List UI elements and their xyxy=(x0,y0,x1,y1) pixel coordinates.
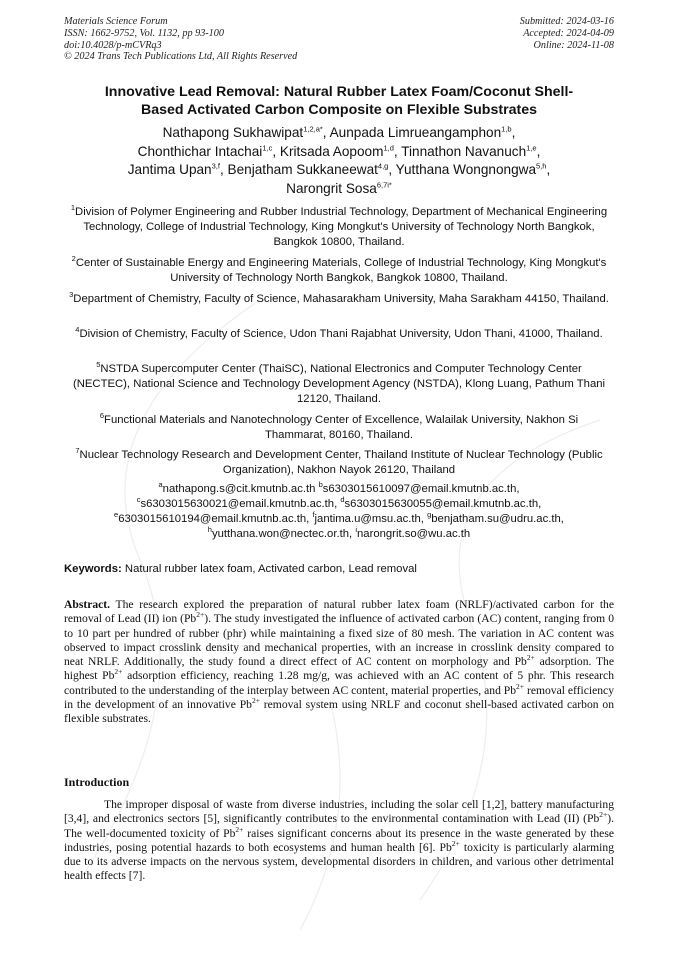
keywords-label: Keywords: xyxy=(64,563,122,575)
author-name: Aunpada Limrueangamphon xyxy=(329,125,502,140)
email-link[interactable]: s6303015630055@email.kmutnb.ac.th, xyxy=(344,498,542,510)
author-affil-sup: 1,d xyxy=(383,143,394,153)
submitted-date: Submitted: 2024-03-16 xyxy=(519,16,614,27)
author-name: Jantima Upan xyxy=(127,162,212,178)
title-line: Innovative Lead Removal: Natural Rubber Latex Foam/Coconut Shell- xyxy=(104,84,574,100)
affiliation-6: $^6$Functional Materials and Nanotechnology Center of Excellence, Walailak University, Nakhon Si Thammarat, 80160, Thailand. xyxy=(99,411,579,441)
journal-header-right xyxy=(520,16,614,51)
email-link[interactable]: s6303015630021@email.kmutnb.ac.th, xyxy=(140,498,338,510)
email-link[interactable]: s6303015610097@email.kmutnb.ac.th, xyxy=(322,483,520,495)
author-line: Jantima Upan$^{3,f}$, Benjatham Sukkaneewat$^{4,g}$, Yutthana Wongnongwa$^{5,h}$, xyxy=(127,161,551,178)
keywords-line xyxy=(64,562,616,576)
affiliation-1: $^1$Division of Polymer Engineering and Rubber Industrial Technology, Department of Mechanical Engineering Technology, College of Industrial Technology, King Mongkut's University of Technology North Bangkok, Bangkok 10800, Thailand. xyxy=(70,203,608,248)
email-line: $^h$yutthana.won@nectec.or.th, $^i$narongrit.so@wu.ac.th xyxy=(207,525,471,540)
journal-header-left xyxy=(64,16,297,63)
doi-line: doi:10.4028/p-mCVRq3 xyxy=(64,39,162,51)
author-affil-sup: 6,7i* xyxy=(376,180,392,190)
accepted-date: Accepted: 2024-04-09 xyxy=(523,27,614,39)
title-line: Based Activated Carbon Composite on Flexible Substrates xyxy=(140,102,538,118)
author-name: Nathapong Sukhawipat xyxy=(162,125,304,140)
email-link[interactable]: benjatham.su@udru.ac.th, xyxy=(431,513,564,525)
author-line: Chonthichar Intachai$^{1,c}$, Kritsada Aopoom$^{1,d}$, Tinnathon Navanuch$^{1,e}$, xyxy=(137,143,541,159)
author-name: Narongrit Sosa xyxy=(286,180,377,196)
email-line: $^e$6303015610194@email.kmutnb.ac.th, $^f$jantima.u@msu.ac.th, $^g$benjatham.su@udru.ac.th, xyxy=(114,510,564,525)
affiliation-7: $^7$Nuclear Technology Research and Development Center, Thailand Institute of Nuclear Technology (Public Organization), Nakhon Nayok 26120, Thailand xyxy=(75,446,603,476)
author-name: Tinnathon Navanuch xyxy=(401,143,527,159)
author-affil-sup: 5,h xyxy=(536,161,547,171)
author-affil-sup: 1,c xyxy=(262,143,273,153)
author-name: Benjatham Sukkaneewat xyxy=(227,162,378,178)
online-date: Online: 2024-11-08 xyxy=(533,39,614,51)
author-name: Kritsada Aopoom xyxy=(279,143,384,159)
author-line xyxy=(60,180,618,199)
affiliation-2: $^2$Center of Sustainable Energy and Engineering Materials, College of Industrial Technology, King Mongkut's University of Technology North Bangkok, Bangkok 10800, Thailand. xyxy=(71,254,607,284)
email-link[interactable]: yutthana.won@nectec.or.th, xyxy=(211,528,353,540)
introduction-heading: Introduction xyxy=(64,775,130,789)
email-list xyxy=(68,482,610,542)
email-link[interactable]: jantima.u@msu.ac.th, xyxy=(314,513,424,525)
author-name: Chonthichar Intachai xyxy=(137,143,263,159)
author-affil-sup: 3,f xyxy=(211,161,220,171)
author-affil-sup: 1,2,a* xyxy=(303,124,323,134)
email-line: $^c$s6303015630021@email.kmutnb.ac.th, $^d$s6303015630055@email.kmutnb.ac.th, xyxy=(136,495,542,510)
author-affil-sup: 4,g xyxy=(377,161,389,171)
introduction-paragraph: The improper disposal of waste from diverse industries, including the solar cell [1,2], battery manufacturing [3,4], and electronics sectors [5], significantly contributes to the environmental contamination with Lead (II) $(Pb^{2+})$. The well-documented toxicity of $Pb^{2+}$ raises significant concerns about its presence in the waste generated by these industries, posing potential hazards to both ecosystems and human health [6]. $Pb^{2+}$ toxicity is particularly alarming due to its adverse impacts on the nervous system, developmental disorders in children, and various other detrimental health effects [7]. xyxy=(64,798,614,883)
abstract-label: Abstract. xyxy=(64,598,111,611)
email-link[interactable]: 6303015610194@email.kmutnb.ac.th, xyxy=(118,513,310,525)
affiliation-5: $^5$NSTDA Supercomputer Center (ThaiSC), National Electronics and Computer Technology Center (NECTEC), National Science and Technology Development Agency (NSTDA), Klong Luang, Pathum Thani 12120, Thailand. xyxy=(72,360,606,405)
author-name: Yutthana Wongnongwa xyxy=(395,162,537,178)
email-link[interactable]: nathapong.s@cit.kmutnb.ac.th xyxy=(162,483,316,495)
paper-title xyxy=(60,83,618,119)
author-line: Nathapong Sukhawipat$^{1,2,a*}$, Aunpada Limrueangamphon$^{1,b}$, xyxy=(162,124,516,140)
issn-line: ISSN: 1662-9752, Vol. 1132, pp 93-100 xyxy=(64,27,224,39)
email-link[interactable]: narongrit.so@wu.ac.th xyxy=(357,528,471,540)
author-affil-sup: 1,e xyxy=(526,143,537,153)
copyright-line: © 2024 Trans Tech Publications Ltd, All Rights Reserved xyxy=(64,51,298,63)
author-list xyxy=(60,124,618,198)
abstract-paragraph: Abstract. The research explored the preparation of natural rubber latex foam (NRLF)/activated carbon for the removal of Lead (II) ion $(Pb^{2+})$. The study investigated the influence of activated carbon (AC) content, ranging from 0 to 10 part per hundred of rubber (phr) while maintaining a fixed size of 80 mesh. The variation in AC content was observed to impact crosslink density and mechanical properties, with an increase in crosslink density compared to neat NRLF. Additionally, the study found a direct effect of AC content on morphology and $Pb^{2+}$ adsorption. The highest $Pb^{2+}$ adsorption efficiency, reaching 1.28 mg/g, was achieved with an AC content of 5 phr. This research contributed to the understanding of the interplay between AC content, material properties, and $Pb^{2+}$ removal efficiency in the development of an innovative $Pb^{2+}$ removal system using NRLF and coconut shell-based activated carbon on flexible substrates. xyxy=(64,598,614,726)
journal-name: Materials Science Forum xyxy=(64,16,168,27)
affiliation-4: $^4$Division of Chemistry, Faculty of Science, Udon Thani Rajabhat University, Udon Thani, 41000, Thailand. xyxy=(75,325,603,340)
email-line: $^a$nathapong.s@cit.kmutnb.ac.th $^b$s6303015610097@email.kmutnb.ac.th, xyxy=(158,480,520,495)
affiliation-3: $^3$Department of Chemistry, Faculty of Science, Mahasarakham University, Maha Sarakham 44150, Thailand. xyxy=(69,290,609,305)
author-affil-sup: 1,b xyxy=(501,124,512,134)
keywords-text: Natural rubber latex foam, Activated carbon, Lead removal xyxy=(124,563,417,575)
